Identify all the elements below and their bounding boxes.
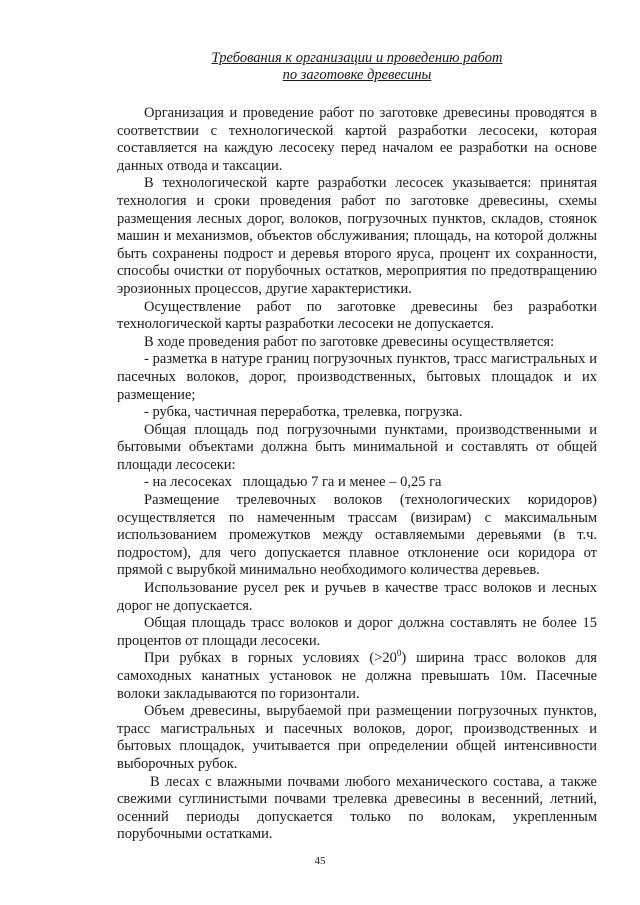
paragraph-intro: Организация и проведение работ по заготовке древесины проводятся в соответствии с технологической картой разработки лесосеки, которая составляется на каждую лесосеку перед началом ее разработки на основе данных отвода и таксации. [117,105,597,174]
list-item-area-limit: - на лесосеках площадью 7 га и менее – 0,25 га [144,474,442,491]
page-content [117,50,597,844]
paragraph-volume: Объем древесины, вырубаемой при размещении погрузочных пунктов, трасс магистральных и пасечных волоков, дорог, производственных и бытовых площадок, учитывается при определении общей интенсивности выборочных рубок. [117,703,597,772]
mountain-text-before: При рубках в горных условиях (>20 [144,650,397,667]
paragraph-wet-soils: В лесах с влажными почвами любого механического состава, а также свежими суглинистыми почвами трелевка древесины в весенний, летний, осенний периоды допускается только по волокам, укрепленным порубочными остатками. [117,773,597,843]
paragraph-skid-trails: Размещение трелевочных волоков (технологических коридоров) осуществляется по намеченным трассам (визирам) с максимальным использованием промежутков между оставляемыми деревьями (в т.ч. подростом), для чего допускается плавное отклонение оси коридора от прямой с вырубкой минимально необходимого количества деревьев. [117,492,597,579]
degree-superscript: 0 [396,648,402,659]
paragraph-area: Общая площадь под погрузочными пунктами, производственными и бытовыми объектами должна быть минимальной и составлять от общей площади лесосеки: [117,421,597,473]
list-item-marking: - разметка в натуре границ погрузочных пунктов, трасс магистральных и пасечных волоков, дорог, производственных, бытовых площадок и их размещение; [117,351,597,403]
title-line-2: по заготовке древесины [282,67,432,83]
paragraph-riverbeds: Использование русел рек и ручьев в качестве трасс волоков и лесных дорог не допускается. [117,580,597,614]
paragraph-mountain [117,650,597,703]
list-item-felling: - рубка, частичная переработка, трелевка, погрузка. [144,404,463,421]
paragraph-tech-map: В технологической карте разработки лесосек указывается: принятая технология и сроки проведения работ по заготовке древесины, схемы размещения лесных дорог, волоков, погрузочных пунктов, складов, стоянок машин и механизмов, объектов обслуживания; площадь, на которой должны быть сохранены подрост и деревья второго яруса, процент их сохранности, способы очистки от порубочных остатков, мероприятия по предотвращению эрозионных процессов, другие характеристики. [117,175,597,297]
page-number: 45 [314,855,326,867]
page-title [117,50,597,84]
title-line-1: Требования к организации и проведению работ [211,50,503,66]
paragraph-activities-intro: В ходе проведения работ по заготовке древесины осуществляется: [144,333,555,350]
document-body [117,105,597,844]
paragraph-trail-area: Общая площадь трасс волоков и дорог должна составлять не более 15 процентов от площади лесосеки. [117,615,597,649]
paragraph-no-map: Осуществление работ по заготовке древесины без разработки технологической карты разработки лесосеки не допускается. [117,298,597,333]
mountain-text-after: ) ширина трасс волоков для самоходных канатных установок не должна превышать 10м. Пасечные волоки закладываются по горизонтали. [117,650,597,702]
